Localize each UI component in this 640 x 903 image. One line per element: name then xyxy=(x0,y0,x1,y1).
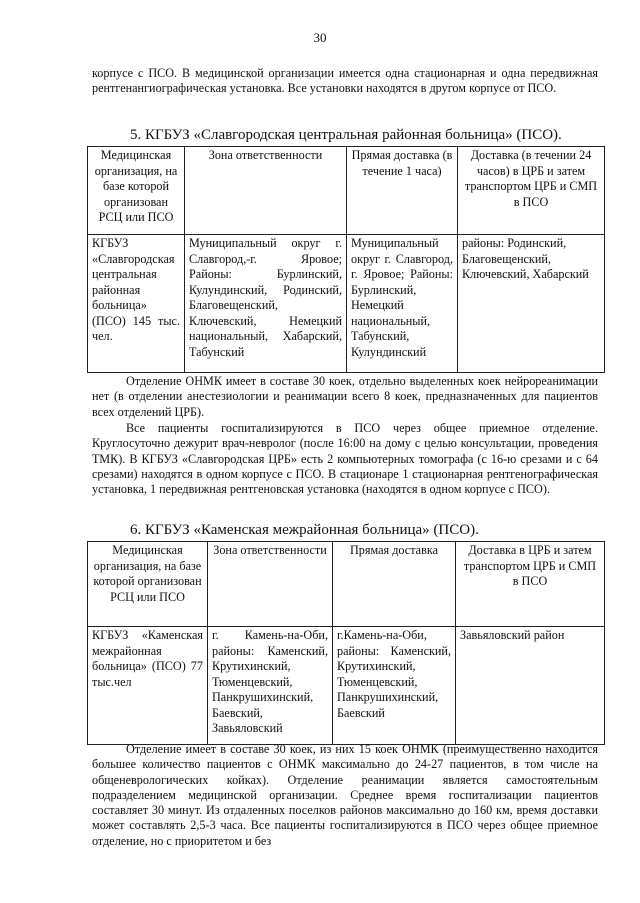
section5-header-row xyxy=(88,147,605,235)
section5-paragraph-2: Все пациенты госпитализируются в ПСО через общее приемное отделение. Круглосуточно дежурит врач-невролог (после 16:00 на дому с целью консультации, проведения ТМК). В КГБУЗ «Славгородская ЦРБ» есть 2 компьютерных томографа (с 16-ю срезами и с 64 срезами) находятся в одном корпусе с ПСО. В стационаре 1 стационарная рентгенографическая установка, 1 передвижная рентгеновская установка (находятся в одном корпусе с ПСО). xyxy=(92,421,598,497)
s5-header-direct: Прямая доставка (в течение 1 часа) xyxy=(347,147,458,235)
s6-cell-direct: г.Камень-на-Оби, районы: Каменский, Крутихинский, Тюменцевский, Панкрушихинский, Баевский xyxy=(333,627,456,745)
s5-cell-organization: КГБУЗ «Славгородская центральная районная больница» (ПСО) 145 тыс. чел. xyxy=(88,235,185,373)
section6-paragraph-1: Отделение имеет в составе 30 коек, из них 15 коек ОНМК (преимущественно находится большее количество пациентов с ОНМК максимально до 24-27 пациентов, в том числе на общеневрологических койках). Отделение реанимации является самостоятельным подразделением медицинской организации. Среднее время госпитализации пациентов составляет 30 минут. Из отдаленных поселков районов максимально до 160 км, время доставки может составлять 2,5-3 часа. Все пациенты госпитализируются в ПСО через общее приемное отделение, но с приоритетом и без xyxy=(92,742,598,848)
s6-cell-zone: г. Камень-на-Оби, районы: Каменский, Крутихинский, Тюменцевский, Панкрушихинский, Баевский, Завьяловский xyxy=(208,627,333,745)
s5-cell-zone: Муниципальный округ г. Славгород,-г. Яровое; Районы: Бурлинский, Кулундинский, Родинский, Благовещенский, Ключевский, Немецкий национальный, Хабарский, Табунский xyxy=(185,235,347,373)
s6-header-direct: Прямая доставка xyxy=(333,542,456,627)
s6-cell-organization: КГБУЗ «Каменская межрайонная больница» (ПСО) 77 тыс.чел xyxy=(88,627,208,745)
s5-header-via-crb: Доставка (в течении 24 часов) в ЦРБ и затем транспортом ЦРБ и СМП в ПСО xyxy=(458,147,605,235)
section5-data-row xyxy=(88,235,605,373)
s5-cell-direct: Муниципальный округ г. Славгород, г. Яровое; Районы: Бурлинский, Немецкий национальный, Табунский, Кулундинский xyxy=(347,235,458,373)
s6-header-organization: Медицинская организация, на базе которой организован РСЦ или ПСО xyxy=(88,542,208,627)
section5-heading: 5. КГБУЗ «Славгородская центральная районная больница» (ПСО). xyxy=(130,127,562,143)
s5-header-zone: Зона ответственности xyxy=(185,147,347,235)
section5-table xyxy=(87,146,605,373)
section5-paragraph-1: Отделение ОНМК имеет в составе 30 коек, отдельно выделенных коек нейрореанимации нет (в отделении анестезиологии и реанимации всего 8 коек, предназначенных для пациентов всех отделений ЦРБ). xyxy=(92,374,598,419)
section6-header-row xyxy=(88,542,605,627)
s5-cell-via-crb: районы: Родинский, Благовещенский, Ключевский, Хабарский xyxy=(458,235,605,373)
section6-data-row xyxy=(88,627,605,745)
section6-heading: 6. КГБУЗ «Каменская межрайонная больница» (ПСО). xyxy=(130,522,479,538)
section6-table xyxy=(87,541,605,745)
s6-header-via-crb: Доставка в ЦРБ и затем транспортом ЦРБ и СМП в ПСО xyxy=(456,542,605,627)
s6-header-zone: Зона ответственности xyxy=(208,542,333,627)
s5-header-organization: Медицинская организация, на базе которой организован РСЦ или ПСО xyxy=(88,147,185,235)
page-number: 30 xyxy=(313,30,327,45)
s6-cell-via-crb: Завьяловский район xyxy=(456,627,605,745)
intro-paragraph: корпусе с ПСО. В медицинской организации имеется одна стационарная и одна передвижная рентгенангиографическая установка. Все установки находятся в другом корпусе от ПСО. xyxy=(92,66,598,96)
